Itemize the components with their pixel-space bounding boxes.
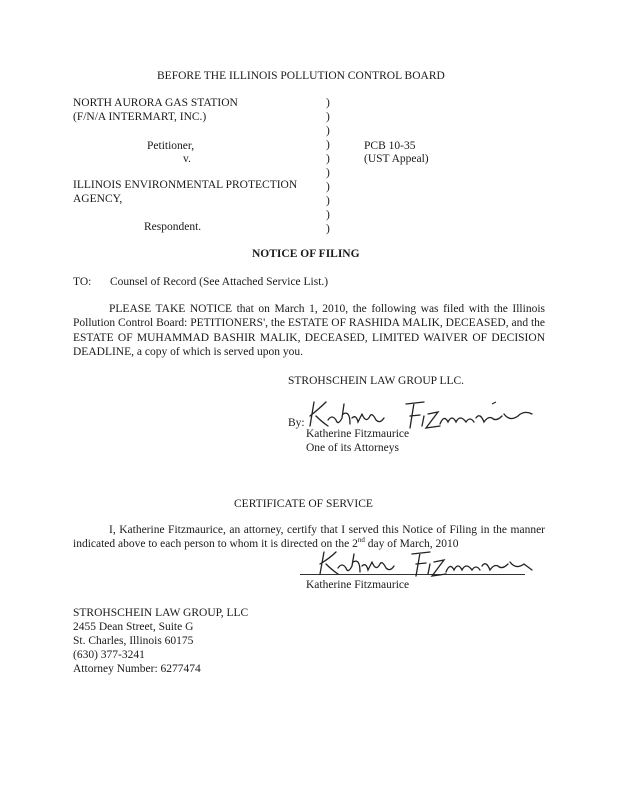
to-label: TO: [73, 276, 92, 288]
petitioner-name: NORTH AURORA GAS STATION [73, 97, 238, 109]
notice-body: PLEASE TAKE NOTICE that on March 1, 2010, the following was filed with the Illinois Pollution Control Board: PETITIONERS', the ESTATE OF RASHIDA MALIK, DECEASED, and the ESTATE OF MUHAMMAD BASHIR MALIK, DECEASED, LIMITED WAIVER OF DECISION DEADLINE, a copy of which is served upon you. [73, 303, 545, 359]
caption-paren: ) [326, 111, 330, 123]
case-type: (UST Appeal) [364, 153, 429, 165]
caption-paren: ) [326, 209, 330, 221]
by-label: By: [288, 417, 305, 429]
caption-paren: ) [326, 125, 330, 137]
address-phone: (630) 377-3241 [73, 649, 145, 661]
caption-paren: ) [326, 181, 330, 193]
caption-paren: ) [326, 139, 330, 151]
caption-paren: ) [326, 223, 330, 235]
caption-paren: ) [326, 167, 330, 179]
to-recipients: Counsel of Record (See Attached Service List.) [110, 276, 329, 288]
versus-label: v. [183, 153, 191, 165]
respondent-name-continued: AGENCY, [73, 193, 123, 205]
address-city: St. Charles, Illinois 60175 [73, 635, 194, 647]
attorney-number: Attorney Number: 6277474 [73, 663, 201, 675]
address-street: 2455 Dean Street, Suite G [73, 621, 194, 633]
ordinal-suffix: nd [357, 536, 365, 545]
address-firm: STROHSCHEIN LAW GROUP, LLC [73, 607, 249, 619]
notice-title: NOTICE OF FILING [252, 248, 360, 260]
certificate-signer: Katherine Fitzmaurice [306, 579, 410, 591]
firm-name: STROHSCHEIN LAW GROUP LLC. [288, 375, 465, 387]
petitioner-role: Petitioner, [147, 140, 195, 152]
attorney-title: One of its Attorneys [306, 442, 399, 454]
caption-paren: ) [326, 97, 330, 109]
board-heading: BEFORE THE ILLINOIS POLLUTION CONTROL BOARD [157, 70, 445, 82]
certificate-title: CERTIFICATE OF SERVICE [234, 498, 373, 510]
caption-paren: ) [326, 195, 330, 207]
respondent-name: ILLINOIS ENVIRONMENTAL PROTECTION [73, 179, 298, 191]
petitioner-former-name: (F/N/A INTERMART, INC.) [73, 111, 207, 123]
case-number: PCB 10-35 [364, 140, 416, 152]
certificate-text-end: day of March, 2010 [364, 538, 459, 551]
certificate-text: I, Katherine Fitzmaurice, an attorney, certify that I served this Notice of Filing in the manner indicated above to each person to whom it is directed on the 2 [73, 524, 545, 551]
caption-paren: ) [326, 153, 330, 165]
respondent-role: Respondent. [144, 221, 202, 233]
attorney-name: Katherine Fitzmaurice [306, 428, 410, 440]
